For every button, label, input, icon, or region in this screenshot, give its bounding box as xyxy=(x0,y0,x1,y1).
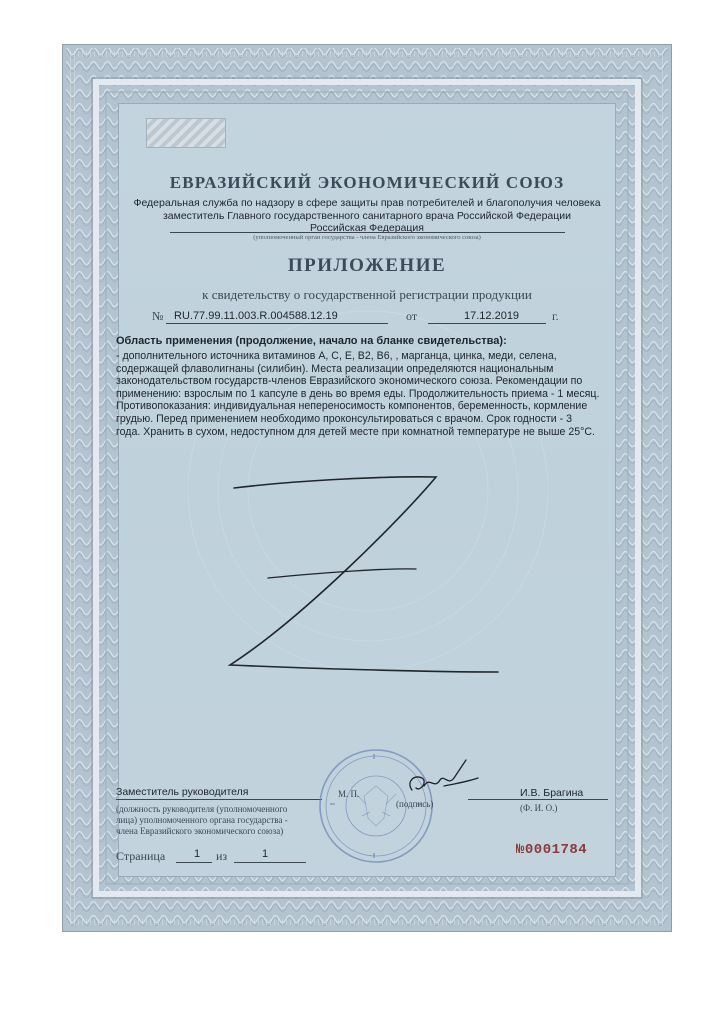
caption-line: лица) уполномоченного органа государства - xyxy=(116,815,288,825)
agency-line-3: Российская Федерация xyxy=(310,222,424,234)
certificate-date: 17.12.2019 xyxy=(464,310,520,322)
certificate-date-label: от xyxy=(406,309,418,323)
caption-line: члена Евразийского экономического союза) xyxy=(116,826,284,836)
text-line: года. Хранить в сухом, недоступном для детей месте при комнатной температуре не выше 25°С. xyxy=(116,425,595,438)
name-caption: (Ф. И. О.) xyxy=(520,803,558,813)
certificate-number: RU.77.99.11.003.R.004588.12.19 xyxy=(174,310,338,322)
union-title: ЕВРАЗИЙСКИЙ ЭКОНОМИЧЕСКИЙ СОЮЗ xyxy=(169,173,565,192)
agency-caption: (уполномоченный орган государства - члена Евразийского экономического союза) xyxy=(253,234,481,241)
text-line: - дополнительного источника витаминов А, С, Е, В2, В6, , марганца, цинка, меди, селена, xyxy=(116,350,557,362)
of-label: из xyxy=(216,849,228,863)
position-underline xyxy=(116,799,322,800)
application-area-title: Область применения (продолжение, начало на бланке свидетельства): xyxy=(116,335,507,347)
text-line: законодательством государств-членов Евразийского экономического союза. Рекомендации по xyxy=(116,375,583,388)
serial-number: №0001784 xyxy=(516,842,588,858)
text-line: содержащей флаволигнаны (силибин). Места реализации определяются национальным xyxy=(116,362,554,375)
caption-line: (должность руководителя (уполномоченного xyxy=(116,804,288,814)
appendix-title: ПРИЛОЖЕНИЕ xyxy=(287,255,447,276)
appendix-subtitle: к свидетельству о государственной регистрации продукции xyxy=(202,287,532,302)
signatory-position: Заместитель руководителя xyxy=(116,786,249,798)
text-line: применению: взрослым по 1 капсуле в день во время еды. Продолжительность приема - 1 месяц. xyxy=(116,387,600,400)
signatory-name: И.В. Брагина xyxy=(520,787,584,799)
total-pages: 1 xyxy=(262,848,269,860)
year-suffix: г. xyxy=(552,309,559,323)
agency-line-1: Федеральная служба по надзору в сфере защиты прав потребителей и благополучия человека xyxy=(133,197,601,209)
text-line: Противопоказания: индивидуальная непереносимость компонентов, беременность, кормление xyxy=(116,400,588,413)
stamp-label: М. П. xyxy=(338,789,360,799)
signature-caption: (подпись) xyxy=(396,799,434,809)
certificate-number-label: № xyxy=(152,309,164,323)
total-underline xyxy=(234,862,306,863)
position-caption xyxy=(116,804,288,837)
text-line: грудью. Перед применением необходимо проконсультироваться с врачом. Срок годности - 3 xyxy=(116,412,572,425)
page-underline xyxy=(176,862,212,863)
page-number: 1 xyxy=(194,848,201,860)
name-underline xyxy=(468,799,608,800)
page-label: Страница xyxy=(116,849,166,863)
agency-line-2: заместитель Главного государственного санитарного врача Российской Федерации xyxy=(162,209,572,222)
